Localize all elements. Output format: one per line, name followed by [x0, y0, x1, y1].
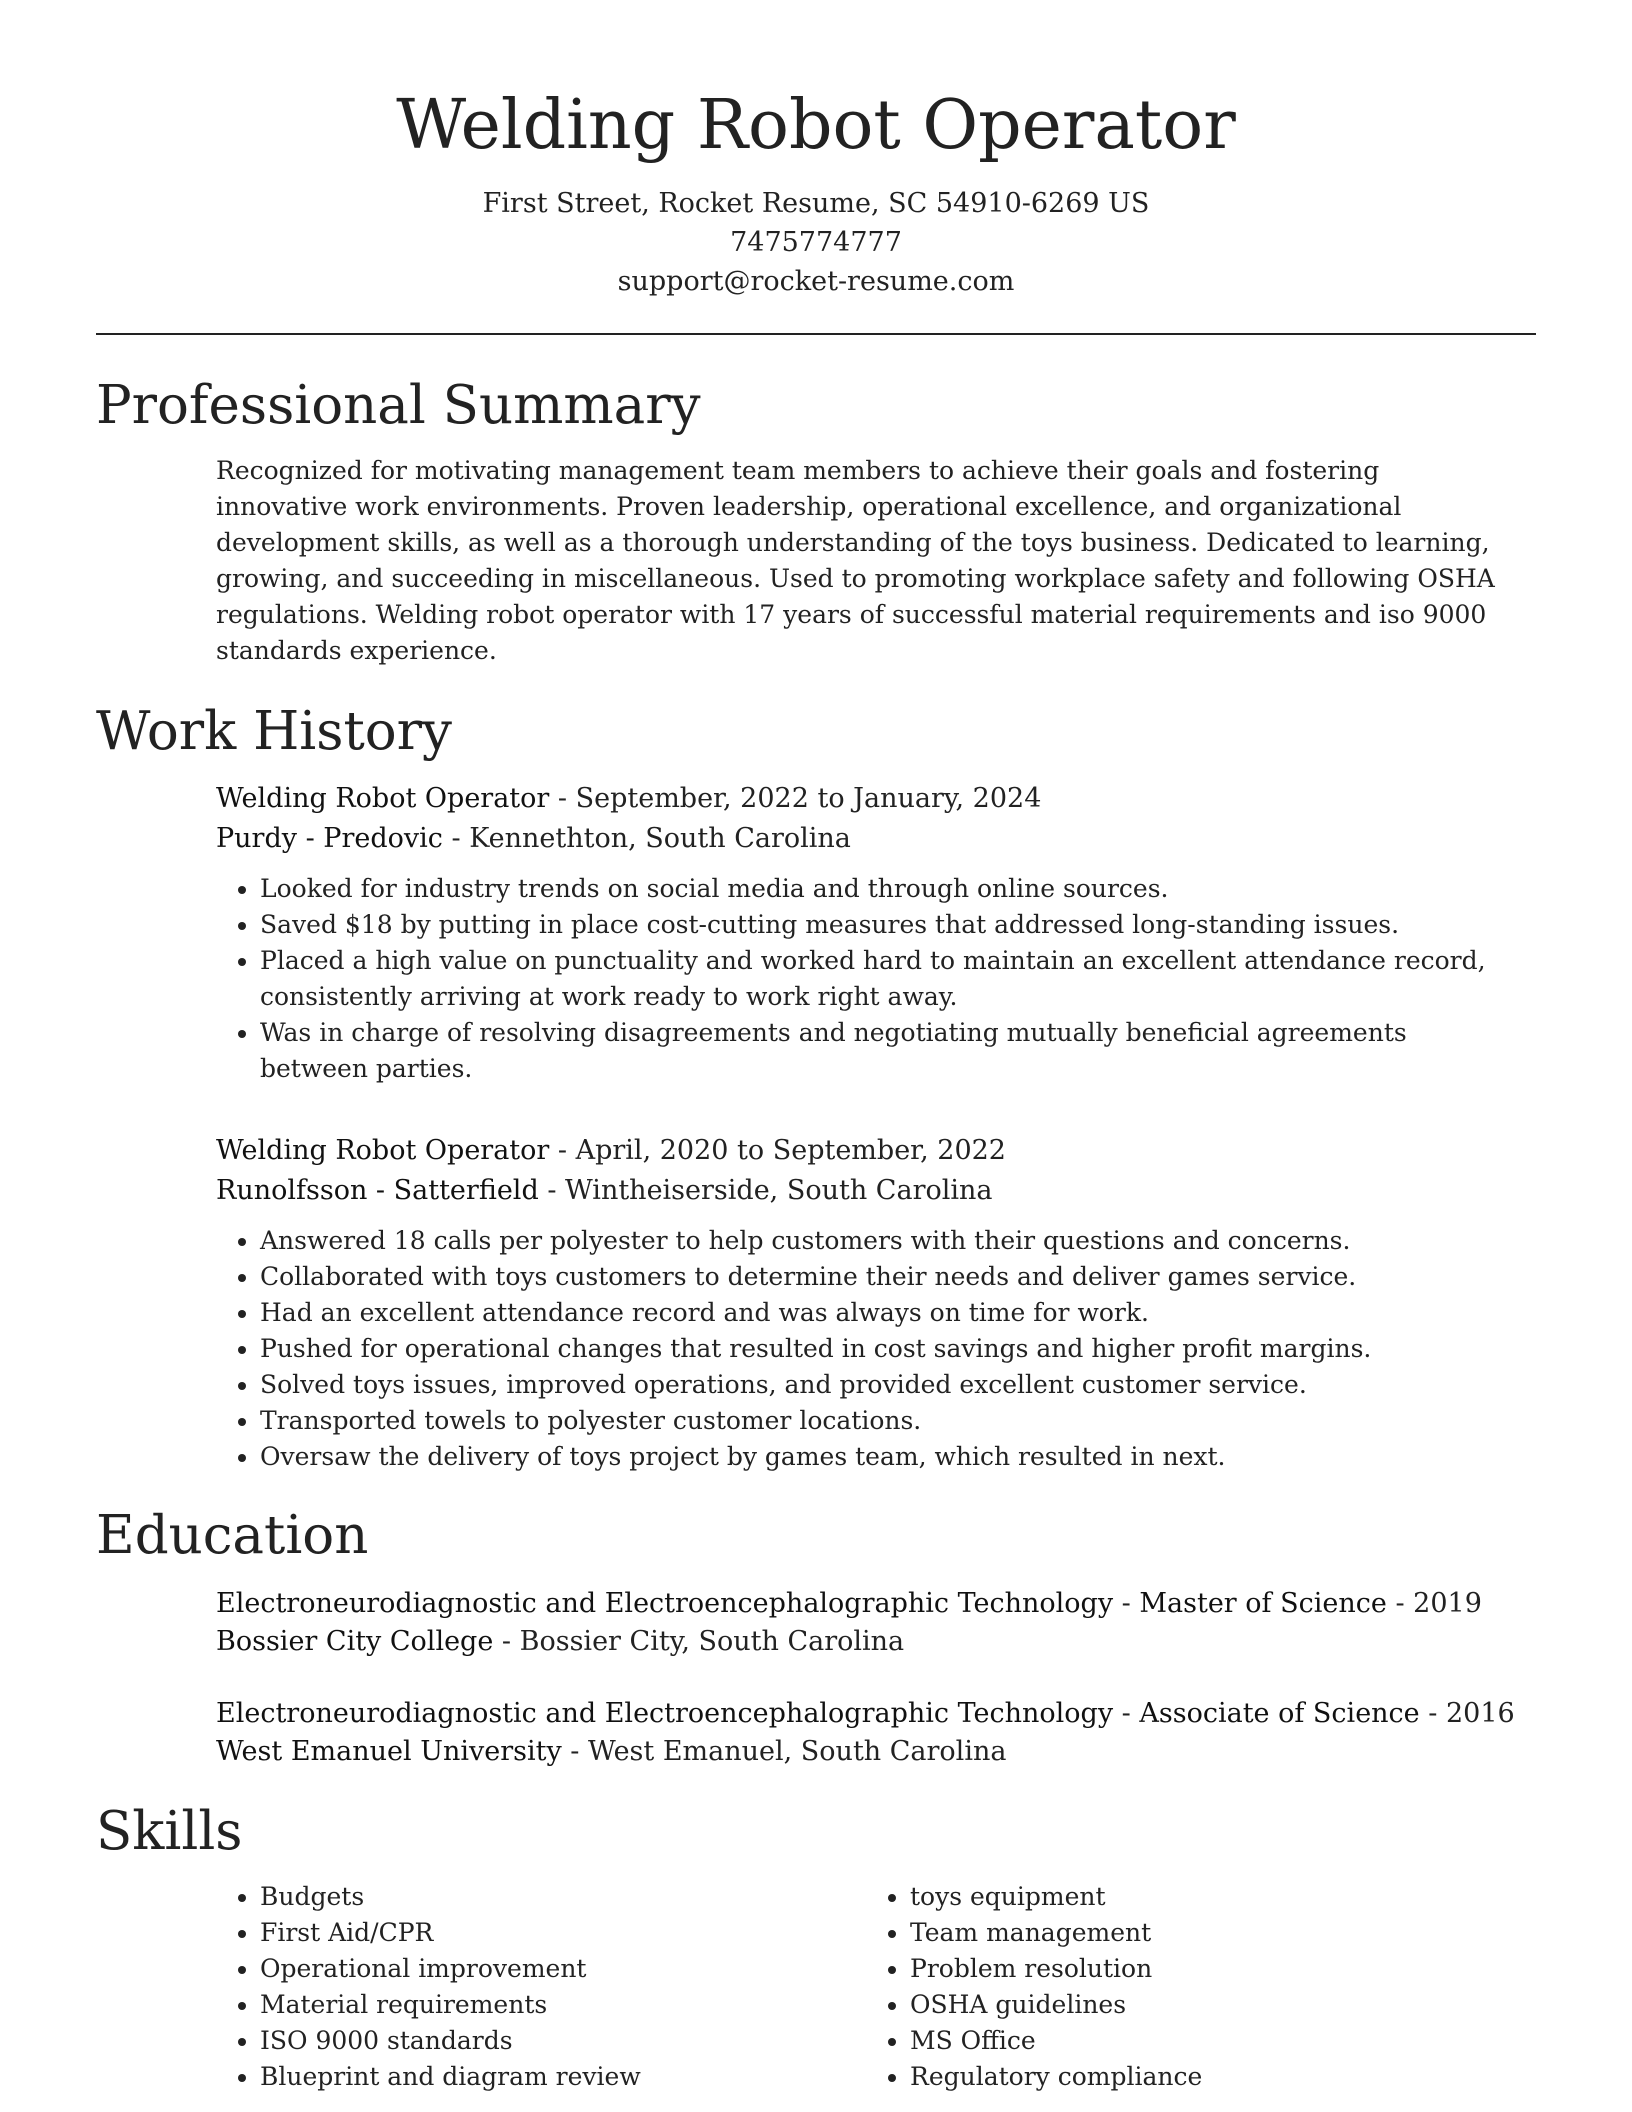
- job-position: Welding Robot Operator: [216, 1135, 550, 1166]
- education-entry: [216, 1695, 1536, 1771]
- skills-section: [96, 1797, 1536, 2095]
- education-school: Bossier City College: [216, 1626, 494, 1657]
- skill-item: • OSHA guidelines: [910, 1987, 1516, 2023]
- education-degree: Associate of Science: [1139, 1698, 1420, 1729]
- job-dates: April, 2020 to September, 2022: [575, 1135, 1006, 1166]
- skills-grid: [216, 1879, 1536, 2095]
- education-heading: Education: [96, 1505, 369, 1566]
- summary-section: [96, 371, 1536, 669]
- separator: -: [549, 1135, 576, 1166]
- list-item: • Looked for industry trends on social media and through online sources.: [260, 871, 1500, 907]
- education-year: 2019: [1413, 1588, 1482, 1619]
- separator: -: [493, 1626, 520, 1657]
- phone-number: 7475774777: [730, 227, 902, 258]
- separator: -: [1419, 1698, 1446, 1729]
- job-company: Purdy - Predovic: [216, 823, 443, 854]
- skill-item: • Regulatory compliance: [910, 2059, 1516, 2095]
- skill-item: • Material requirements: [260, 1987, 866, 2023]
- education-degree: Master of Science: [1139, 1588, 1387, 1619]
- separator: -: [1386, 1588, 1414, 1619]
- list-item: • Was in charge of resolving disagreements and negotiating mutually beneficial agreements between parties.: [260, 1015, 1500, 1087]
- list-item: • Solved toys issues, improved operations, and provided excellent customer service.: [260, 1367, 1500, 1403]
- education-location: West Emanuel, South Carolina: [588, 1736, 1007, 1767]
- education-school: West Emanuel University: [216, 1736, 562, 1767]
- header-divider: [96, 333, 1536, 335]
- separator: -: [549, 783, 576, 814]
- resume-header: [96, 78, 1536, 301]
- list-item: • Saved $18 by putting in place cost-cutting measures that addressed long-standing issues.: [260, 907, 1500, 943]
- job-company: Runolfsson - Satterfield: [216, 1175, 539, 1206]
- list-item: • Had an excellent attendance record and was always on time for work.: [260, 1295, 1500, 1331]
- education-degree-line: [216, 1585, 1536, 1623]
- skill-item: • Blueprint and diagram review: [260, 2059, 866, 2095]
- skill-item: • ISO 9000 standards: [260, 2023, 866, 2059]
- list-item: • Answered 18 calls per polyester to help customers with their questions and concerns.: [260, 1223, 1500, 1259]
- job-entry: [216, 779, 1536, 1087]
- education-field: Electroneurodiagnostic and Electroencephalographic Technology: [216, 1588, 1114, 1619]
- skill-item: • Budgets: [260, 1879, 866, 1915]
- education-section: [96, 1501, 1536, 1771]
- separator: -: [442, 823, 470, 854]
- skill-item: • toys equipment: [910, 1879, 1516, 1915]
- education-school-line: [216, 1733, 1536, 1771]
- skills-column-right: [866, 1879, 1516, 2095]
- list-item: • Transported towels to polyester customer locations.: [260, 1403, 1500, 1439]
- summary-heading: Professional Summary: [96, 375, 701, 436]
- skills-column-left: [216, 1879, 866, 2095]
- page-title: Welding Robot Operator: [396, 86, 1236, 165]
- resume-page: [96, 78, 1536, 2095]
- job-location: Kennethton, South Carolina: [469, 823, 851, 854]
- list-item: • Collaborated with toys customers to determine their needs and deliver games service.: [260, 1259, 1500, 1295]
- skill-item: • First Aid/CPR: [260, 1915, 866, 1951]
- separator: -: [1113, 1698, 1140, 1729]
- list-item: • Pushed for operational changes that resulted in cost savings and higher profit margins.: [260, 1331, 1500, 1367]
- email-address: support@rocket-resume.com: [617, 266, 1015, 297]
- job-company-line: [216, 1171, 1536, 1211]
- job-bullets: [216, 871, 1500, 1087]
- skills-heading: Skills: [96, 1801, 243, 1862]
- job-entry: [216, 1131, 1536, 1475]
- separator: -: [538, 1175, 566, 1206]
- list-item: • Placed a high value on punctuality and worked hard to maintain an excellent attendance record, consistently arriving at work ready to work right away.: [260, 943, 1500, 1015]
- separator: -: [561, 1736, 589, 1767]
- job-location: Wintheiserside, South Carolina: [565, 1175, 993, 1206]
- job-title-line: [216, 1131, 1536, 1171]
- work-history-heading: Work History: [96, 701, 452, 762]
- skill-item: • MS Office: [910, 2023, 1516, 2059]
- job-position: Welding Robot Operator: [216, 783, 550, 814]
- job-dates: September, 2022 to January, 2024: [575, 783, 1042, 814]
- work-history-section: [96, 697, 1536, 1475]
- skill-item: • Operational improvement: [260, 1951, 866, 1987]
- address: First Street, Rocket Resume, SC 54910-6269 US: [482, 188, 1150, 219]
- summary-text: Recognized for motivating management team members to achieve their goals and fostering innovative work environments. Proven leadership, operational excellence, and organizational development skills, as well as a thorough understanding of the toys business. Dedicated to learning, growing, and succeeding in miscellaneous. Used to promoting workplace safety and following OSHA regulations. Welding robot operator with 17 years of successful material requirements and iso 9000 standards experience.: [216, 456, 1495, 665]
- education-entry: [216, 1585, 1536, 1661]
- education-year: 2016: [1445, 1698, 1515, 1729]
- education-field: Electroneurodiagnostic and Electroencephalographic Technology: [216, 1698, 1114, 1729]
- skill-item: • Problem resolution: [910, 1951, 1516, 1987]
- separator: -: [1113, 1588, 1140, 1619]
- contact-info: [96, 184, 1536, 301]
- job-company-line: [216, 819, 1536, 859]
- job-title-line: [216, 779, 1536, 819]
- education-degree-line: [216, 1695, 1536, 1733]
- education-location: Bossier City, South Carolina: [519, 1626, 905, 1657]
- skill-item: • Team management: [910, 1915, 1516, 1951]
- list-item: • Oversaw the delivery of toys project by games team, which resulted in next.: [260, 1439, 1500, 1475]
- education-school-line: [216, 1623, 1536, 1661]
- job-bullets: [216, 1223, 1500, 1475]
